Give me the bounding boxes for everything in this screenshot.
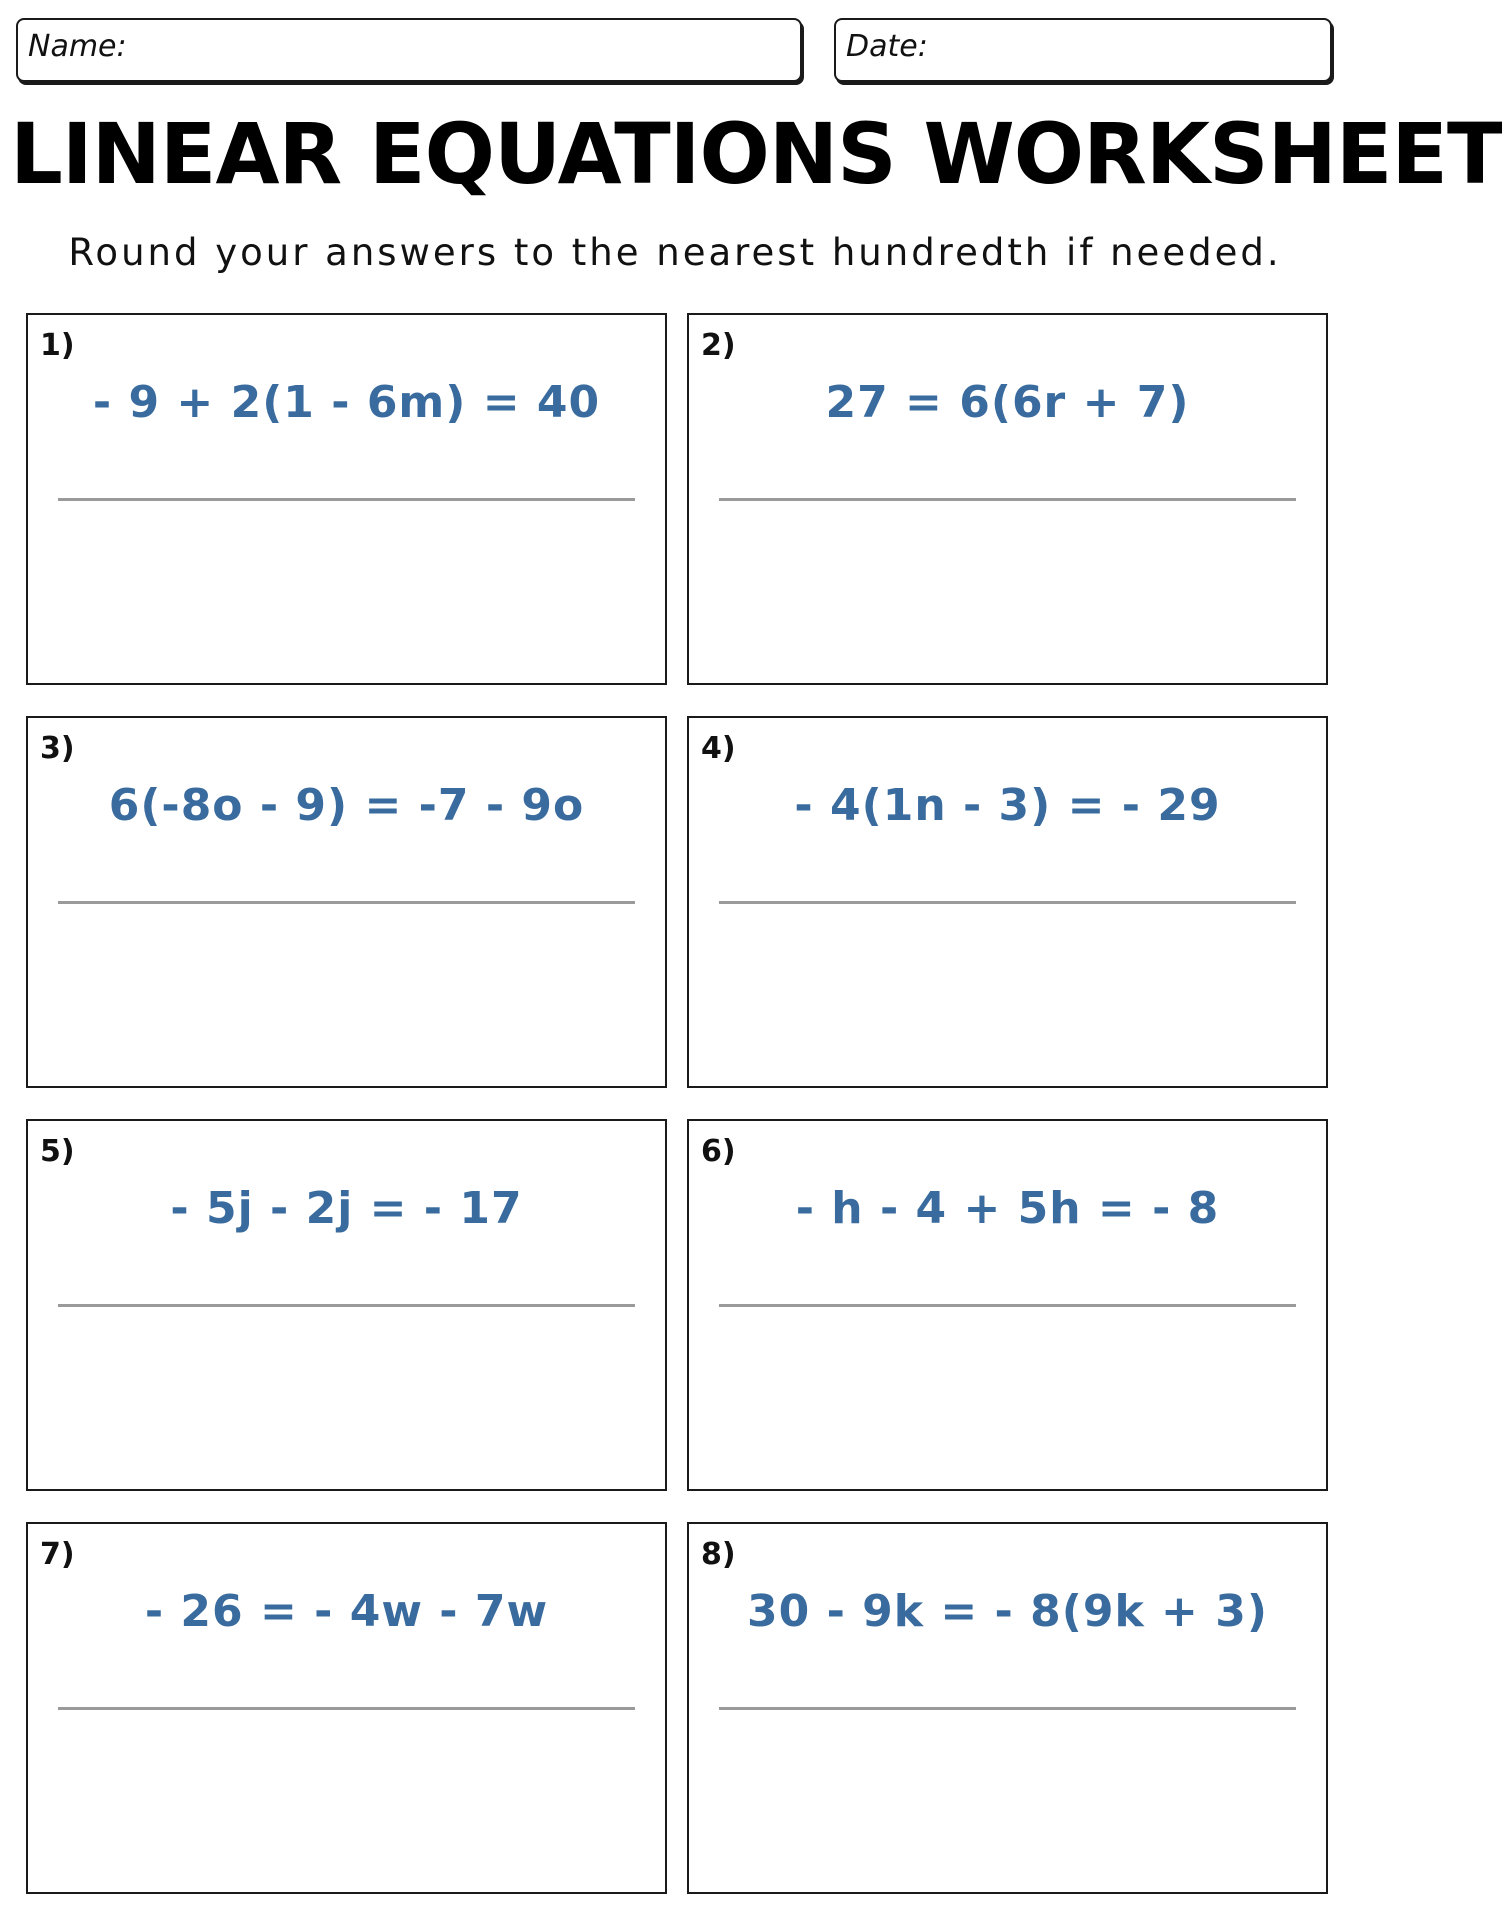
answer-line[interactable] xyxy=(58,1304,635,1307)
problem-number: 3) xyxy=(40,731,75,766)
problem-number: 4) xyxy=(701,731,736,766)
answer-line[interactable] xyxy=(719,1707,1296,1710)
problem-number: 1) xyxy=(40,328,75,363)
answer-line[interactable] xyxy=(58,1707,635,1710)
instructions: Round your answers to the nearest hundredth if needed. xyxy=(68,231,1282,274)
problem-grid xyxy=(26,313,1328,1894)
problem-equation: - 4(1n - 3) = - 29 xyxy=(794,780,1221,831)
problem-box-8 xyxy=(687,1522,1328,1894)
answer-line[interactable] xyxy=(58,498,635,501)
problem-number: 6) xyxy=(701,1134,736,1169)
problem-box-2 xyxy=(687,313,1328,685)
problem-box-7 xyxy=(26,1522,667,1894)
date-field[interactable] xyxy=(834,18,1332,82)
answer-line[interactable] xyxy=(719,901,1296,904)
answer-line[interactable] xyxy=(719,498,1296,501)
problem-box-6 xyxy=(687,1119,1328,1491)
problem-equation: 30 - 9k = - 8(9k + 3) xyxy=(747,1586,1268,1637)
problem-box-1 xyxy=(26,313,667,685)
problem-box-4 xyxy=(687,716,1328,1088)
problem-equation: 27 = 6(6r + 7) xyxy=(825,377,1190,428)
problem-equation: - 9 + 2(1 - 6m) = 40 xyxy=(92,377,601,428)
name-label: Name: xyxy=(28,29,127,64)
problem-number: 5) xyxy=(40,1134,75,1169)
problem-equation: 6(-8o - 9) = -7 - 9o xyxy=(108,780,585,831)
answer-line[interactable] xyxy=(719,1304,1296,1307)
problem-box-5 xyxy=(26,1119,667,1491)
problem-equation: - 5j - 2j = - 17 xyxy=(170,1183,523,1234)
problem-equation: - h - 4 + 5h = - 8 xyxy=(795,1183,1220,1234)
problem-box-3 xyxy=(26,716,667,1088)
page-title: LINEAR EQUATIONS WORKSHEET xyxy=(10,105,1502,203)
name-field[interactable] xyxy=(16,18,802,82)
problem-equation: - 26 = - 4w - 7w xyxy=(144,1586,549,1637)
answer-line[interactable] xyxy=(58,901,635,904)
problem-number: 7) xyxy=(40,1537,75,1572)
problem-number: 2) xyxy=(701,328,736,363)
problem-number: 8) xyxy=(701,1537,736,1572)
date-label: Date: xyxy=(846,29,928,64)
